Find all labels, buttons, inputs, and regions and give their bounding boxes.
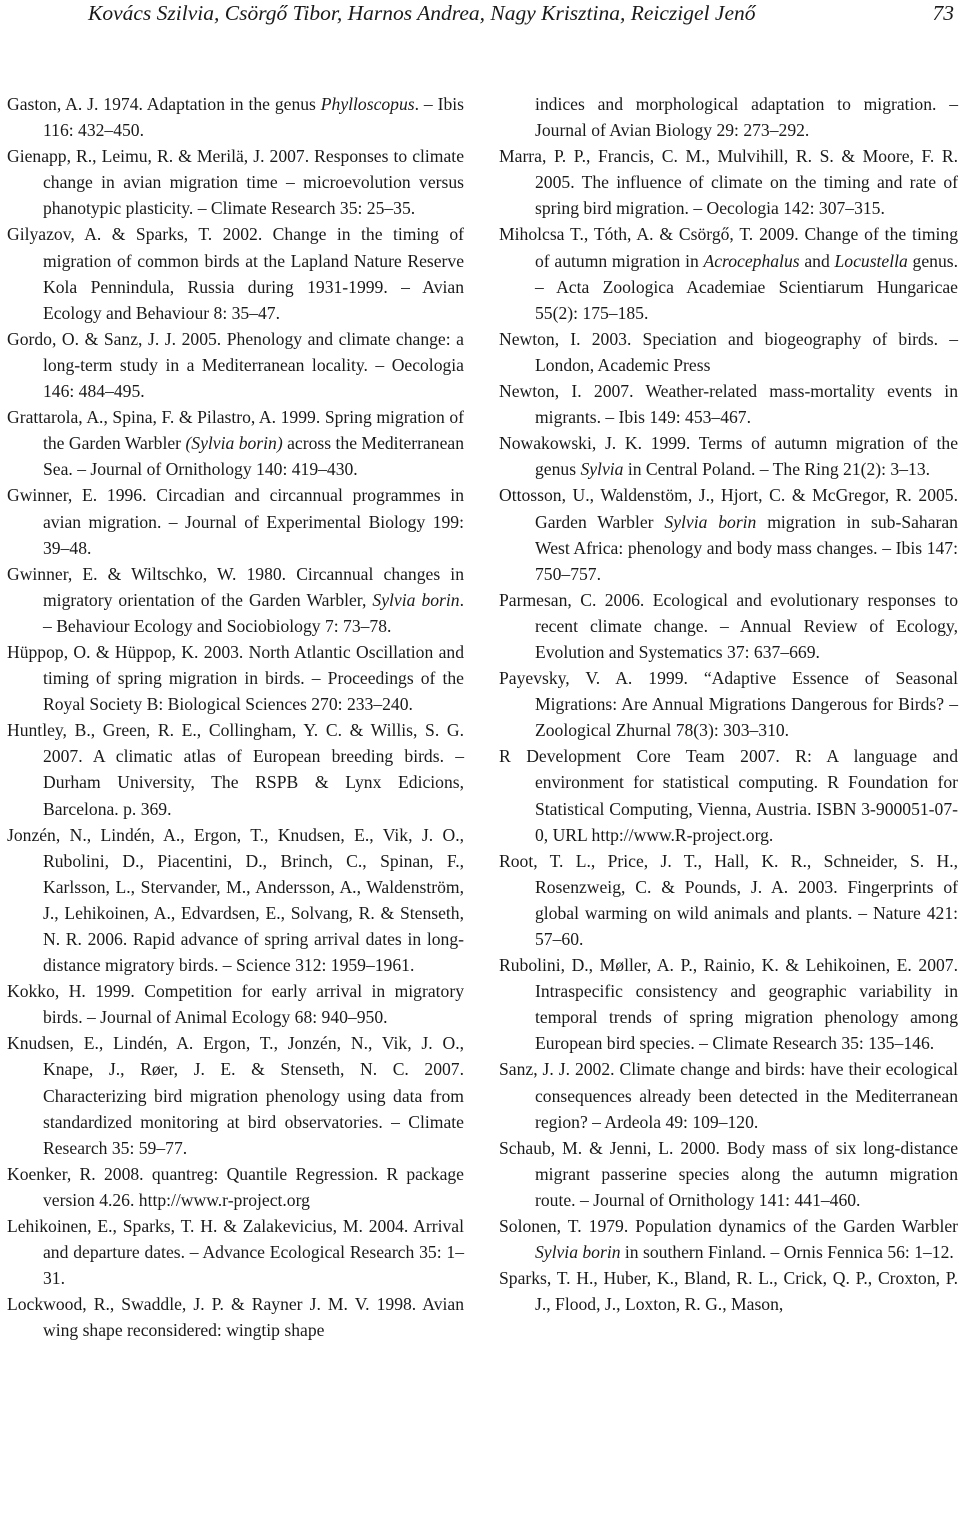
reference-text: Payevsky, V. A. 1999. “Adaptive Essence of Seasonal Migrations: Are Annual Migrations Dangerous for Birds? – Zoological Zhurnal 78(3): 303–310. <box>499 668 958 741</box>
reference-text: Schaub, M. & Jenni, L. 2000. Body mass of six long-distance migrant passerine species along the autumn migration route. – Journal of Ornithology 141: 441–460. <box>499 1137 958 1210</box>
reference-entry <box>499 221 958 325</box>
italic-taxon-text: Sylvia borin <box>535 1242 621 1263</box>
reference-entry-continuation <box>499 91 958 143</box>
reference-entry <box>7 639 464 717</box>
reference-entry <box>7 1030 464 1160</box>
reference-text: . – Ibis 116: 432–450. <box>43 94 464 141</box>
italic-taxon-text: Sylvia borin <box>664 511 757 532</box>
reference-text: Gordo, O. & Sanz, J. J. 2005. Phenology and climate change: a long-term study in a Mediterranean locality. – Oecologia 146: 484–495. <box>7 328 464 402</box>
reference-text: Lockwood, R., Swaddle, J. P. & Rayner J. M. V. 1998. Avian wing shape reconsidered: wingtip shape <box>7 1294 464 1341</box>
reference-text: Knudsen, E., Lindén, A. Ergon, T., Jonzén, N., Vik, J. O., Knape, J., Røer, J. E. & Stenseth, N. C. 2007. Characterizing bird migration phenology using data from standardized monitoring at bird observatories. – Climate Research 35: 59–77. <box>7 1033 464 1158</box>
reference-entry <box>7 326 464 404</box>
page-header <box>0 0 960 36</box>
reference-text: Ottosson, U., Waldenstöm, J., Hjort, C. & McGregor, R. 2005. Garden Warbler <box>499 485 958 532</box>
references-left-column <box>7 91 464 1344</box>
italic-taxon-text: Acrocephalus <box>703 250 800 271</box>
reference-entry <box>7 561 464 639</box>
reference-entry <box>7 822 464 979</box>
reference-entry <box>499 665 958 743</box>
reference-text: Root, T. L., Price, J. T., Hall, K. R., Schneider, S. H., Rosenzweig, C. & Pounds, J. A. 2003. Fingerprints of global warming on wild animals and plants. – Nature 421: 57–60. <box>499 850 958 949</box>
reference-entry <box>499 743 958 847</box>
reference-entry <box>499 587 958 665</box>
italic-taxon-text: Locustella <box>834 250 908 271</box>
reference-entry <box>7 717 464 821</box>
reference-text: Kokko, H. 1999. Competition for early arrival in migratory birds. – Journal of Animal Ecology 68: 940–950. <box>7 981 464 1028</box>
reference-entry <box>7 482 464 560</box>
reference-text: indices and morphological adaptation to migration. – Journal of Avian Biology 29: 273–292. <box>535 94 958 141</box>
reference-entry <box>7 1291 464 1343</box>
italic-taxon-text: Sylvia borin <box>372 589 460 610</box>
reference-text: Gwinner, E. & Wiltschko, W. 1980. Circannual changes in migratory orientation of the Garden Warbler, <box>7 563 464 610</box>
reference-entry <box>7 143 464 221</box>
reference-text: Parmesan, C. 2006. Ecological and evolutionary responses to recent climate change. – Annual Review of Ecology, Evolution and Systematics 37: 637–669. <box>499 589 958 662</box>
reference-text: Gienapp, R., Leimu, R. & Merilä, J. 2007. Responses to climate change in avian migration time – microevolution versus phanotypic plasticity. – Climate Research 35: 25–35. <box>7 146 464 219</box>
reference-entry <box>499 1213 958 1265</box>
reference-text: Sparks, T. H., Huber, K., Bland, R. L., Crick, Q. P., Croxton, P. J., Flood, J., Loxton, R. G., Mason, <box>499 1268 958 1315</box>
reference-entry <box>499 326 958 378</box>
reference-text: Hüppop, O. & Hüppop, K. 2003. North Atlantic Oscillation and timing of spring migration in birds. – Proceedings of the Royal Society B: Biological Sciences 270: 233–240. <box>7 641 464 715</box>
reference-entry <box>499 1265 958 1317</box>
reference-text: and <box>799 250 835 271</box>
italic-taxon-text: Phylloscopus <box>320 94 415 114</box>
reference-text: migration in sub-Saharan West Africa: phenology and body mass changes. – Ibis 147: 750–757. <box>535 511 958 584</box>
reference-text: Grattarola, A., Spina, F. & Pilastro, A. 1999. Spring migration of the Garden Warbler <box>7 407 464 454</box>
reference-text: genus. – Acta Zoologica Academiae Scientiarum Hungaricae 55(2): 175–185. <box>535 250 959 323</box>
reference-entry <box>499 378 958 430</box>
reference-text: Jonzén, N., Lindén, A., Ergon, T., Knudsen, E., Vik, J. O., Rubolini, D., Piacentini, D., Brinch, C., Spinan, F., Karlsson, L., Stervander, M., Andersson, A., Waldenström, J., Lehikoinen, A., Edvardsen, E., Solvang, R. & Stenseth, N. R. 2006. Rapid advance of spring arrival dates in long-distance migratory birds. – Science 312: 1959–1961. <box>7 824 464 976</box>
italic-taxon-text: Sylvia <box>580 459 624 480</box>
reference-entry <box>7 1213 464 1291</box>
reference-text: Miholcsa T., Tóth, A. & Csörgő, T. 2009. Change of the timing of autumn migration in <box>499 224 958 271</box>
reference-text: Sanz, J. J. 2002. Climate change and birds: have their ecological consequences already been detected in the Mediterranean region? – Ardeola 49: 109–120. <box>499 1059 958 1132</box>
reference-text: R Development Core Team 2007. R: A language and environment for statistical computing. R Foundation for Statistical Computing, Vienna, Austria. ISBN 3-900051-07-0, URL http://www.R-project.org. <box>499 746 958 845</box>
reference-entry <box>7 978 464 1030</box>
reference-text: in southern Finland. – Ornis Fennica 56: 1–12. <box>620 1242 954 1263</box>
italic-taxon-text: (Sylvia borin) <box>185 433 283 454</box>
reference-entry <box>7 404 464 482</box>
reference-text: Rubolini, D., Møller, A. P., Rainio, K. & Lehikoinen, E. 2007. Intraspecific consistency and geographic variability in temporal trends of spring migration phenology among European bird species. – Climate Research 35: 135–146. <box>499 955 958 1054</box>
reference-text: Gwinner, E. 1996. Circadian and circannual programmes in avian migration. – Journal of Experimental Biology 199: 39–48. <box>7 485 464 558</box>
reference-text: in Central Poland. – The Ring 21(2): 3–13. <box>623 459 931 480</box>
reference-text: Huntley, B., Green, R. E., Collingham, Y. C. & Willis, S. G. 2007. A climatic atlas of European breeding birds. – Durham University, The RSPB & Lynx Edicions, Barcelona. p. 369. <box>7 720 464 819</box>
reference-entry <box>499 1056 958 1134</box>
reference-text: Solonen, T. 1979. Population dynamics of the Garden Warbler <box>499 1216 958 1237</box>
reference-entry <box>499 848 958 952</box>
reference-entry <box>499 430 958 482</box>
reference-text: Gaston, A. J. 1974. Adaptation in the genus <box>7 94 321 114</box>
reference-entry <box>499 143 958 221</box>
reference-text: Newton, I. 2007. Weather-related mass-mortality events in migrants. – Ibis 149: 453–467. <box>499 381 958 428</box>
references-right-column <box>499 91 958 1317</box>
reference-entry <box>7 221 464 325</box>
reference-entry <box>7 1161 464 1213</box>
reference-entry <box>499 952 958 1056</box>
reference-entry <box>7 91 464 143</box>
reference-text: across the Mediterranean Sea. – Journal of Ornithology 140: 419–430. <box>43 433 464 480</box>
reference-entry <box>499 482 958 586</box>
reference-text: Nowakowski, J. K. 1999. Terms of autumn migration of the genus <box>499 433 958 480</box>
reference-entry <box>499 1135 958 1213</box>
reference-text: . – Behaviour Ecology and Sociobiology 7: 73–78. <box>43 589 464 636</box>
running-head-authors: Kovács Szilvia, Csörgő Tibor, Harnos Andrea, Nagy Krisztina, Reiczigel Jenő <box>88 1 756 25</box>
reference-text: Lehikoinen, E., Sparks, T. H. & Zalakevicius, M. 2004. Arrival and departure dates. – Advance Ecological Research 35: 1–31. <box>7 1216 464 1289</box>
reference-text: Marra, P. P., Francis, C. M., Mulvihill, R. S. & Moore, F. R. 2005. The influence of climate on the timing and rate of spring bird migration. – Oecologia 142: 307–315. <box>499 146 958 219</box>
reference-text: Newton, I. 2003. Speciation and biogeography of birds. – London, Academic Press <box>499 328 958 375</box>
reference-text: Gilyazov, A. & Sparks, T. 2002. Change in the timing of migration of common birds at the Lapland Nature Reserve Kola Pennindula, Russia during 1931-1999. – Avian Ecology and Behaviour 8: 35–47. <box>7 224 464 323</box>
reference-text: Koenker, R. 2008. quantreg: Quantile Regression. R package version 4.26. http://www.r-project.org <box>7 1163 464 1210</box>
page-number: 73 <box>932 1 954 25</box>
